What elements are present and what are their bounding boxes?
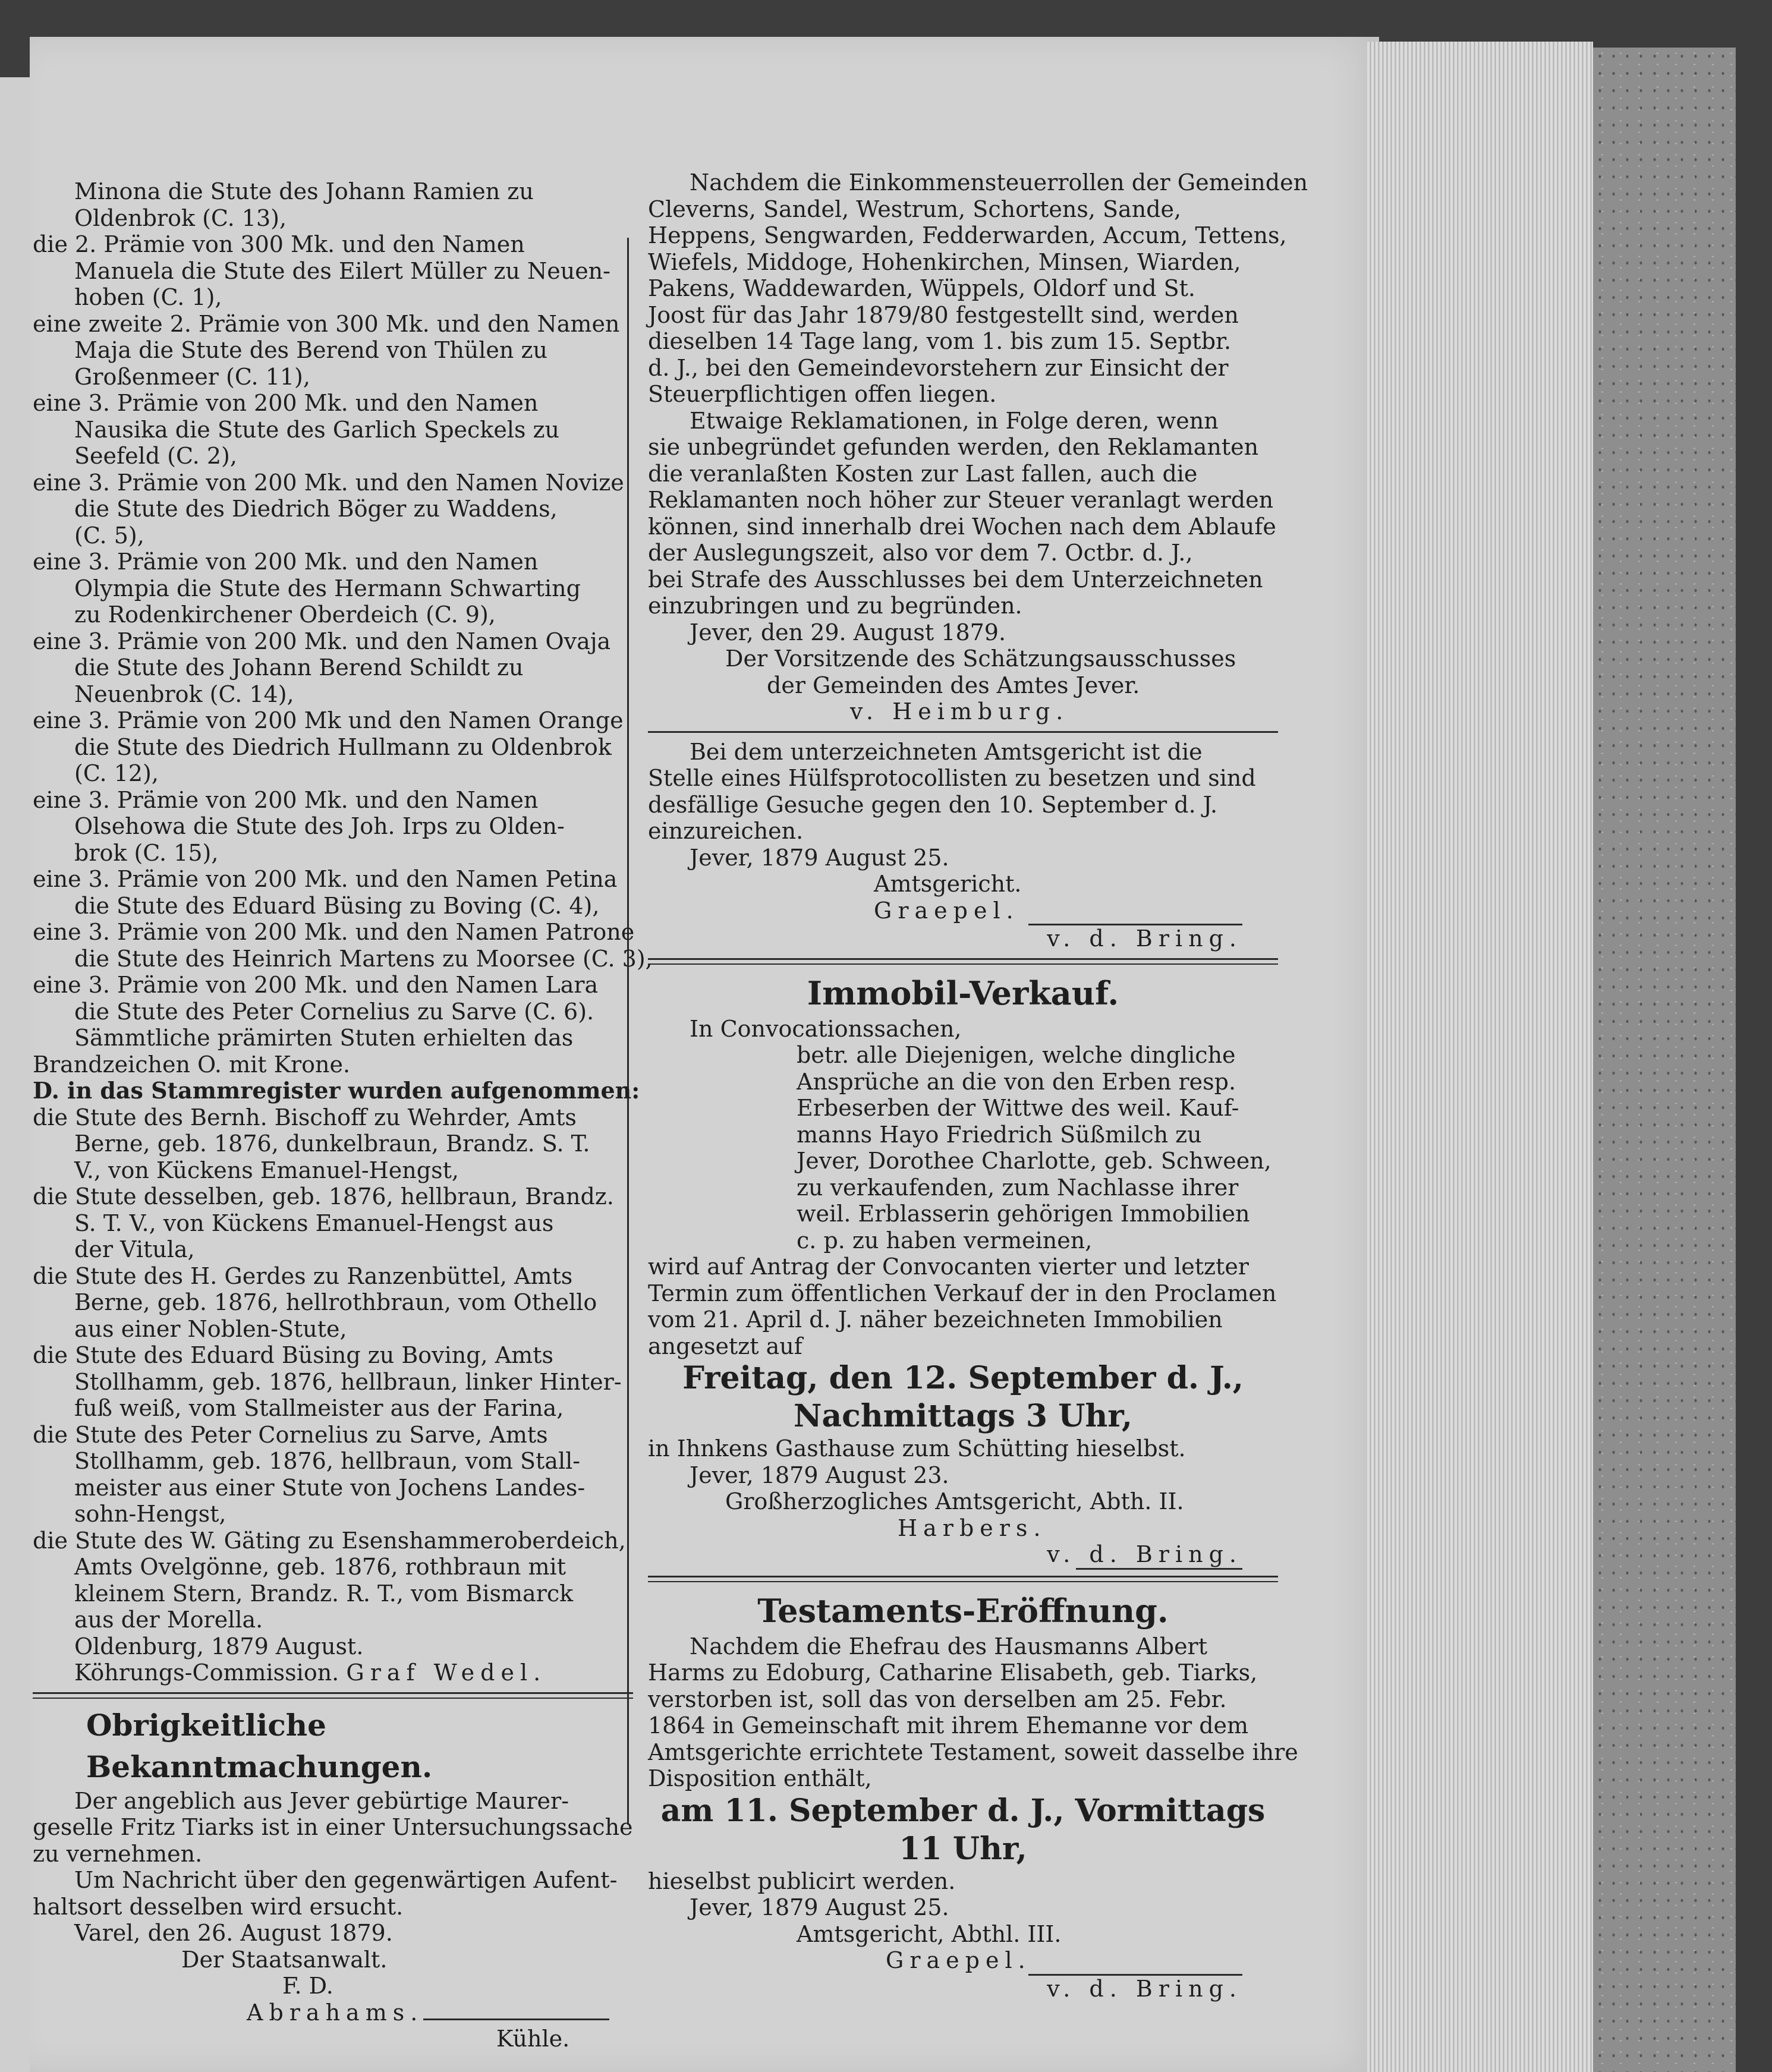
text-line: Bei dem unterzeichneten Amtsgericht ist die [690,738,1203,765]
commission-signature [33,1660,633,1686]
text-line: Termin zum öffentlichen Verkauf der in den Proclamen [648,1280,1277,1306]
text-line: Varel, den 26. August 1879. [74,1920,393,1946]
text-line: Seefeld (C. 2), [74,443,237,469]
text-line: Nachdem die Einkommensteuerrollen der Gemeinden [690,169,1308,196]
text-line: Großenmeer (C. 11), [74,363,310,390]
text-line: Berne, geb. 1876, dunkelbraun, Brandz. S. T. [74,1131,590,1157]
text-line: Disposition enthält, [648,1765,872,1791]
text-line: die Stute des Heinrich Martens zu Moorsee (C. 3), [74,945,653,972]
text-line: vom 21. April d. J. näher bezeichneten Immobilien [648,1306,1223,1333]
text-line: sie unbegründet gefunden werden, den Reklamanten [648,434,1259,460]
signature-block [648,924,1278,952]
text-line: die Stute desselben, geb. 1876, hellbraun, Brandz. [33,1183,614,1210]
text-line: bei Strafe des Ausschlusses bei dem Unterzeichneten [648,566,1263,593]
text-line: die Stute des Peter Cornelius zu Sarve (C. 6). [74,998,594,1025]
text-line: (C. 12), [74,760,159,786]
text-line: Brandzeichen O. mit Krone. [33,1051,351,1078]
text-line: einzubringen und zu begründen. [648,593,1022,619]
opening-date: am 11. September d. J., Vormittags [660,1792,1266,1829]
text-line: eine 3. Prämie von 200 Mk. und den Namen Patrone [33,919,635,945]
text-line: eine 3. Prämie von 200 Mk. und den Namen [33,549,539,575]
text-line: fuß weiß, vom Stallmeister aus der Farina, [74,1395,564,1421]
text-line: die Stute des Diedrich Böger zu Waddens, [74,496,558,522]
text-line: Minona die Stute des Johann Ramien zu [74,178,534,204]
text-line: dieselben 14 Tage lang, vom 1. bis zum 15. Septbr. [648,328,1232,354]
text-line: Großherzogliches Amtsgericht, Abth. II. [725,1488,1184,1514]
text-line: Nachdem die Ehefrau des Hausmanns Albert [690,1633,1207,1660]
text-line: zu vernehmen. [33,1840,203,1867]
text-line: Wiefels, Middoge, Hohenkirchen, Minsen, Wiarden, [648,248,1241,275]
text-line: Maja die Stute des Berend von Thülen zu [74,337,547,363]
text-line: Manuela die Stute des Eilert Müller zu Neuen- [74,257,610,284]
text-line: Kühle. [496,2026,570,2052]
text-line: Der Vorsitzende des Schätzungsausschusses [725,645,1236,672]
text-line: zu Rodenkirchener Oberdeich (C. 9), [74,602,496,628]
text-line: geselle Fritz Tiarks ist in einer Untersuchungssache [33,1814,633,1840]
text-line: eine 3. Prämie von 200 Mk und den Namen Orange [33,707,624,733]
text-line: in Ihnkens Gasthause zum Schütting hieselbst. [648,1435,1186,1462]
text-line: Erbeserben der Wittwe des weil. Kauf- [797,1095,1239,1121]
text-line: 1864 in Gemeinschaft mit ihrem Ehemanne vor dem [648,1712,1249,1739]
signer-name: v. Heimburg. [850,698,1069,725]
section-divider [648,958,1278,965]
text-line: Reklamanten noch höher zur Steuer veranlagt werden [648,487,1274,513]
text-line: Jever, 1879 August 25. [690,1894,949,1920]
text-line: zu verkaufenden, zum Nachlasse ihrer [797,1174,1239,1201]
obrigkeitliche-heading: Obrigkeitliche Bekanntmachungen. [86,1707,433,1784]
sale-time: Nachmittags 3 Uhr, [793,1398,1133,1434]
text-line: Heppens, Sengwarden, Fedderwarden, Accum, Tettens, [648,222,1287,248]
text-line: Joost für das Jahr 1879/80 festgestellt sind, werden [648,301,1239,328]
text-line: verstorben ist, soll das von derselben am 25. Febr. [648,1686,1227,1712]
text-line: In Convocationssachen, [690,1015,962,1042]
text-line: die Stute des Johann Berend Schildt zu [74,654,524,681]
text-line: Etwaige Reklamationen, in Folge deren, wenn [690,407,1219,434]
text-line: der Vitula, [74,1236,195,1262]
text-line: Berne, geb. 1876, hellrothbraun, vom Othello [74,1289,597,1315]
text-line: eine 3. Prämie von 200 Mk. und den Namen Lara [33,972,599,998]
text-line: Steuerpflichtigen offen liegen. [648,381,997,407]
commission-signer: Graf Wedel. [346,1660,547,1686]
text-line: Olsehowa die Stute des Joh. Irps zu Olden- [74,813,565,839]
text-line: d. J., bei den Gemeindevorstehern zur Einsicht der [648,354,1229,381]
text-line: c. p. zu haben vermeinen, [797,1227,1093,1254]
text-line: Olympia die Stute des Hermann Schwarting [74,575,581,602]
text-line: eine 3. Prämie von 200 Mk. und den Namen Petina [33,866,618,892]
signer-name: Harbers. [898,1514,1047,1541]
section-divider [648,1576,1278,1582]
signature-block [648,1974,1278,2002]
text-line: können, sind innerhalb drei Wochen nach dem Ablaufe [648,513,1276,540]
immobil-heading: Immobil-Verkauf. [807,974,1119,1012]
text-line: Amts Ovelgönne, geb. 1876, rothbraun mit [74,1554,566,1580]
text-line: eine 3. Prämie von 200 Mk. und den Namen [33,786,539,813]
text-line: Amtsgerichte errichtete Testament, soweit dasselbe ihre [648,1739,1298,1765]
text-line: Cleverns, Sandel, Westrum, Schortens, Sande, [648,196,1182,222]
text-line: Neuenbrok (C. 14), [74,681,294,707]
text-line: hieselbst publicirt werden. [648,1868,956,1894]
stammregister-heading: D. in das Stammregister wurden aufgenommen: [33,1077,640,1104]
text-line: aus der Morella. [74,1607,263,1633]
text-line: F. D. [282,1973,333,1999]
text-line: Oldenbrok (C. 13), [74,204,287,231]
text-line: desfällige Gesuche gegen den 10. September d. J. [648,791,1218,818]
text-line: (C. 5), [74,522,144,549]
text-line: kleinem Stern, Brandz. R. T., vom Bismarck [74,1580,574,1607]
text-line: haltsort desselben wird ersucht. [33,1893,404,1920]
text-line: Jever, Dorothee Charlotte, geb. Schween, [797,1148,1271,1174]
text-line: brok (C. 15), [74,839,219,866]
text-line: weil. Erblasserin gehörigen Immobilien [797,1201,1250,1227]
text-line: S. T. V., von Kückens Emanuel-Hengst aus [74,1210,554,1236]
text-line: Stelle eines Hülfsprotocollisten zu besetzen und sind [648,765,1256,791]
commission-name: Köhrungs-Commission. [74,1660,339,1686]
text-line: Amtsgericht, Abthl. III. [797,1920,1062,1947]
text-line: manns Hayo Friedrich Süßmilch zu [797,1121,1202,1148]
text-line: eine 3. Prämie von 200 Mk. und den Namen Novize [33,469,624,496]
section-divider [33,1692,633,1699]
text-line: Ansprüche an die von den Erben resp. [797,1068,1236,1095]
signer-name: v. d. Bring. [1047,1975,1242,2002]
text-line: Jever, 1879 August 23. [690,1462,949,1488]
text-line: die 2. Prämie von 300 Mk. und den Namen [33,231,525,257]
text-line: Nausika die Stute des Garlich Speckels zu [74,416,560,443]
text-line: eine 3. Prämie von 200 Mk. und den Namen [33,390,539,416]
signature-block [648,1541,1278,1570]
signature-line [423,2019,609,2020]
text-line: Amtsgericht. [874,871,1022,897]
text-line: eine 3. Prämie von 200 Mk. und den Namen Ovaja [33,628,611,654]
text-line: Sämmtliche prämirten Stuten erhielten das [74,1025,574,1051]
signer-name: Graepel. [874,897,1019,924]
signer-name: v. d. Bring. [1047,1541,1242,1567]
opening-time: 11 Uhr, [899,1830,1027,1867]
text-line: aus einer Noblen-Stute, [74,1315,347,1342]
section-divider [648,731,1278,733]
text-line: der Auslegungszeit, also vor dem 7. Octbr. d. J., [648,540,1193,566]
text-line: sohn-Hengst, [74,1501,226,1527]
text-line: Der Staatsanwalt. [181,1946,388,1973]
text-line: Stollhamm, geb. 1876, hellbraun, linker Hinter- [74,1368,622,1395]
text-line: V., von Kückens Emanuel-Hengst, [74,1157,459,1183]
right-column [648,169,1308,2002]
text-line: Um Nachricht über den gegenwärtigen Aufent- [74,1867,618,1893]
text-line: betr. alle Diejenigen, welche dingliche [797,1042,1236,1068]
text-line: Jever, 1879 August 25. [690,844,949,871]
text-line: die Stute des Eduard Büsing zu Boving (C. 4), [74,892,600,919]
book-page-edges [1367,42,1593,2072]
text-line: die Stute des Eduard Büsing zu Boving, Amts [33,1342,553,1368]
text-line: einzureichen. [648,818,804,844]
book-cover [1593,48,1736,2072]
text-line: Jever, den 29. August 1879. [690,619,1006,645]
date-line: Oldenburg, 1879 August. [74,1633,364,1660]
text-line: meister aus einer Stute von Jochens Landes- [74,1474,586,1501]
text-line: die Stute des Diedrich Hullmann zu Oldenbrok [74,733,612,760]
text-line: eine zweite 2. Prämie von 300 Mk. und den Namen [33,310,620,337]
text-line: der Gemeinden des Amtes Jever. [767,672,1140,698]
text-line: die Stute des Peter Cornelius zu Sarve, Amts [33,1421,548,1448]
sale-date: Freitag, den 12. September d. J., [682,1360,1244,1396]
text-line: wird auf Antrag der Convocanten vierter und letzter [648,1254,1249,1280]
text-line: die Stute des H. Gerdes zu Ranzenbüttel, Amts [33,1262,573,1289]
signer-name: Graepel. [886,1947,1031,1973]
testament-heading: Testaments-Eröffnung. [757,1591,1169,1630]
left-column [33,178,653,2052]
text-line: die veranlaßten Kosten zur Last fallen, auch die [648,460,1198,487]
signer-name: v. d. Bring. [1047,925,1242,952]
text-line: die Stute des Bernh. Bischoff zu Wehrder, Amts [33,1104,577,1131]
text-line: Pakens, Waddewarden, Wüppels, Oldorf und St. [648,275,1195,301]
text-line: die Stute des W. Gäting zu Esenshammeroberdeich, [33,1527,626,1554]
signature-line [1076,1568,1242,1570]
text-line: Stollhamm, geb. 1876, hellbraun, vom Stall- [74,1448,581,1474]
text-line: angesetzt auf [648,1333,802,1359]
text-line: Der angeblich aus Jever gebürtige Maurer- [74,1787,569,1814]
text-line: Harms zu Edoburg, Catharine Elisabeth, geb. Tiarks, [648,1660,1258,1686]
previous-page-edge [0,77,30,2072]
text-line: hoben (C. 1), [74,284,222,310]
signature-row [33,1999,633,2026]
signer-name: Abrahams. [247,1999,424,2026]
